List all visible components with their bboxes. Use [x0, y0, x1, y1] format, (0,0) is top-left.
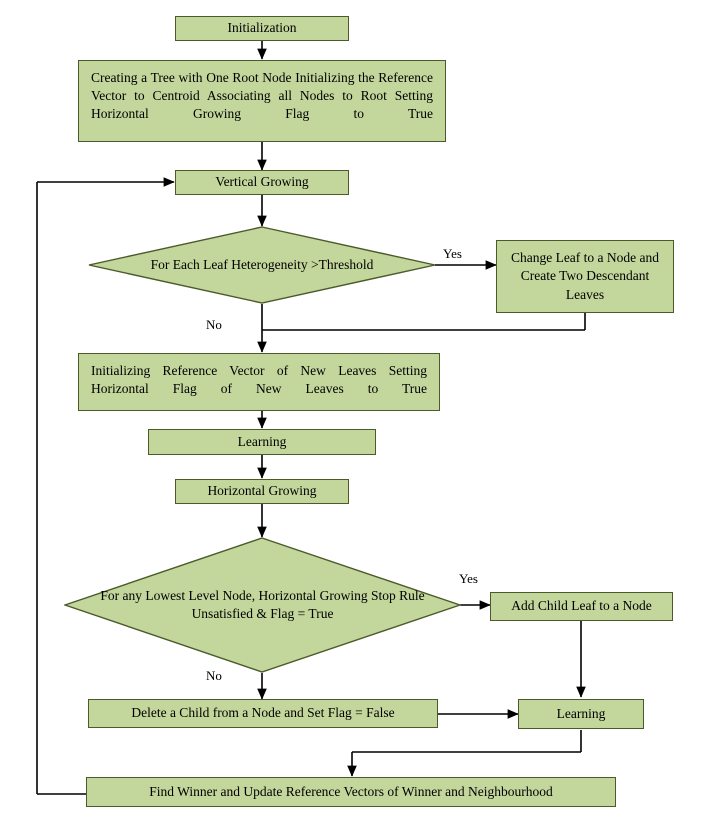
node-learning-2-label: Learning: [556, 705, 606, 721]
edge-label-yes-1: Yes: [443, 246, 462, 261]
node-add-child-leaf: [490, 592, 673, 621]
node-change-leaf-label: Change Leaf to a Node and Create Two Descendant Leaves: [510, 250, 660, 302]
node-learning-1: [148, 429, 376, 455]
decision-leaf-heterogeneity-label: For Each Leaf Heterogeneity >Threshold: [150, 257, 374, 273]
edge-label-no-1: No: [206, 317, 222, 332]
node-delete-child-label: Delete a Child from a Node and Set Flag = False: [131, 705, 395, 721]
node-create-tree: [78, 60, 446, 142]
edge-label-yes-2: Yes: [459, 571, 478, 586]
node-learning-2: [518, 699, 644, 729]
node-init-reference: [78, 353, 440, 411]
node-learning-1-label: Learning: [237, 433, 287, 449]
decision-stop-rule-label: For any Lowest Level Node, Horizontal Growing Stop Rule Unsatisfied & Flag = True: [100, 588, 425, 621]
node-add-child-leaf-label: Add Child Leaf to a Node: [511, 598, 652, 614]
node-horizontal-growing-label: Horizontal Growing: [207, 483, 317, 499]
node-find-winner: [86, 777, 616, 807]
node-change-leaf: [496, 240, 674, 313]
decision-leaf-heterogeneity: [88, 226, 436, 304]
node-initialization: [175, 16, 349, 41]
node-horizontal-growing: [175, 479, 349, 504]
node-delete-child: [88, 699, 438, 728]
edge-label-no-2: No: [206, 668, 222, 683]
decision-stop-rule: [64, 537, 461, 673]
node-init-reference-label: Initializing Reference Vector of New Leaves Setting Horizontal Flag of New Leaves to True: [91, 363, 427, 397]
node-vertical-growing: [175, 170, 349, 195]
node-vertical-growing-label: Vertical Growing: [215, 174, 309, 190]
node-initialization-label: Initialization: [227, 20, 297, 36]
node-find-winner-label: Find Winner and Update Reference Vectors of Winner and Neighbourhood: [149, 783, 553, 799]
node-create-tree-label: Creating a Tree with One Root Node Initializing the Reference Vector to Centroid Associating all Nodes to Root Setting Horizontal Growing Flag to True: [91, 70, 433, 122]
